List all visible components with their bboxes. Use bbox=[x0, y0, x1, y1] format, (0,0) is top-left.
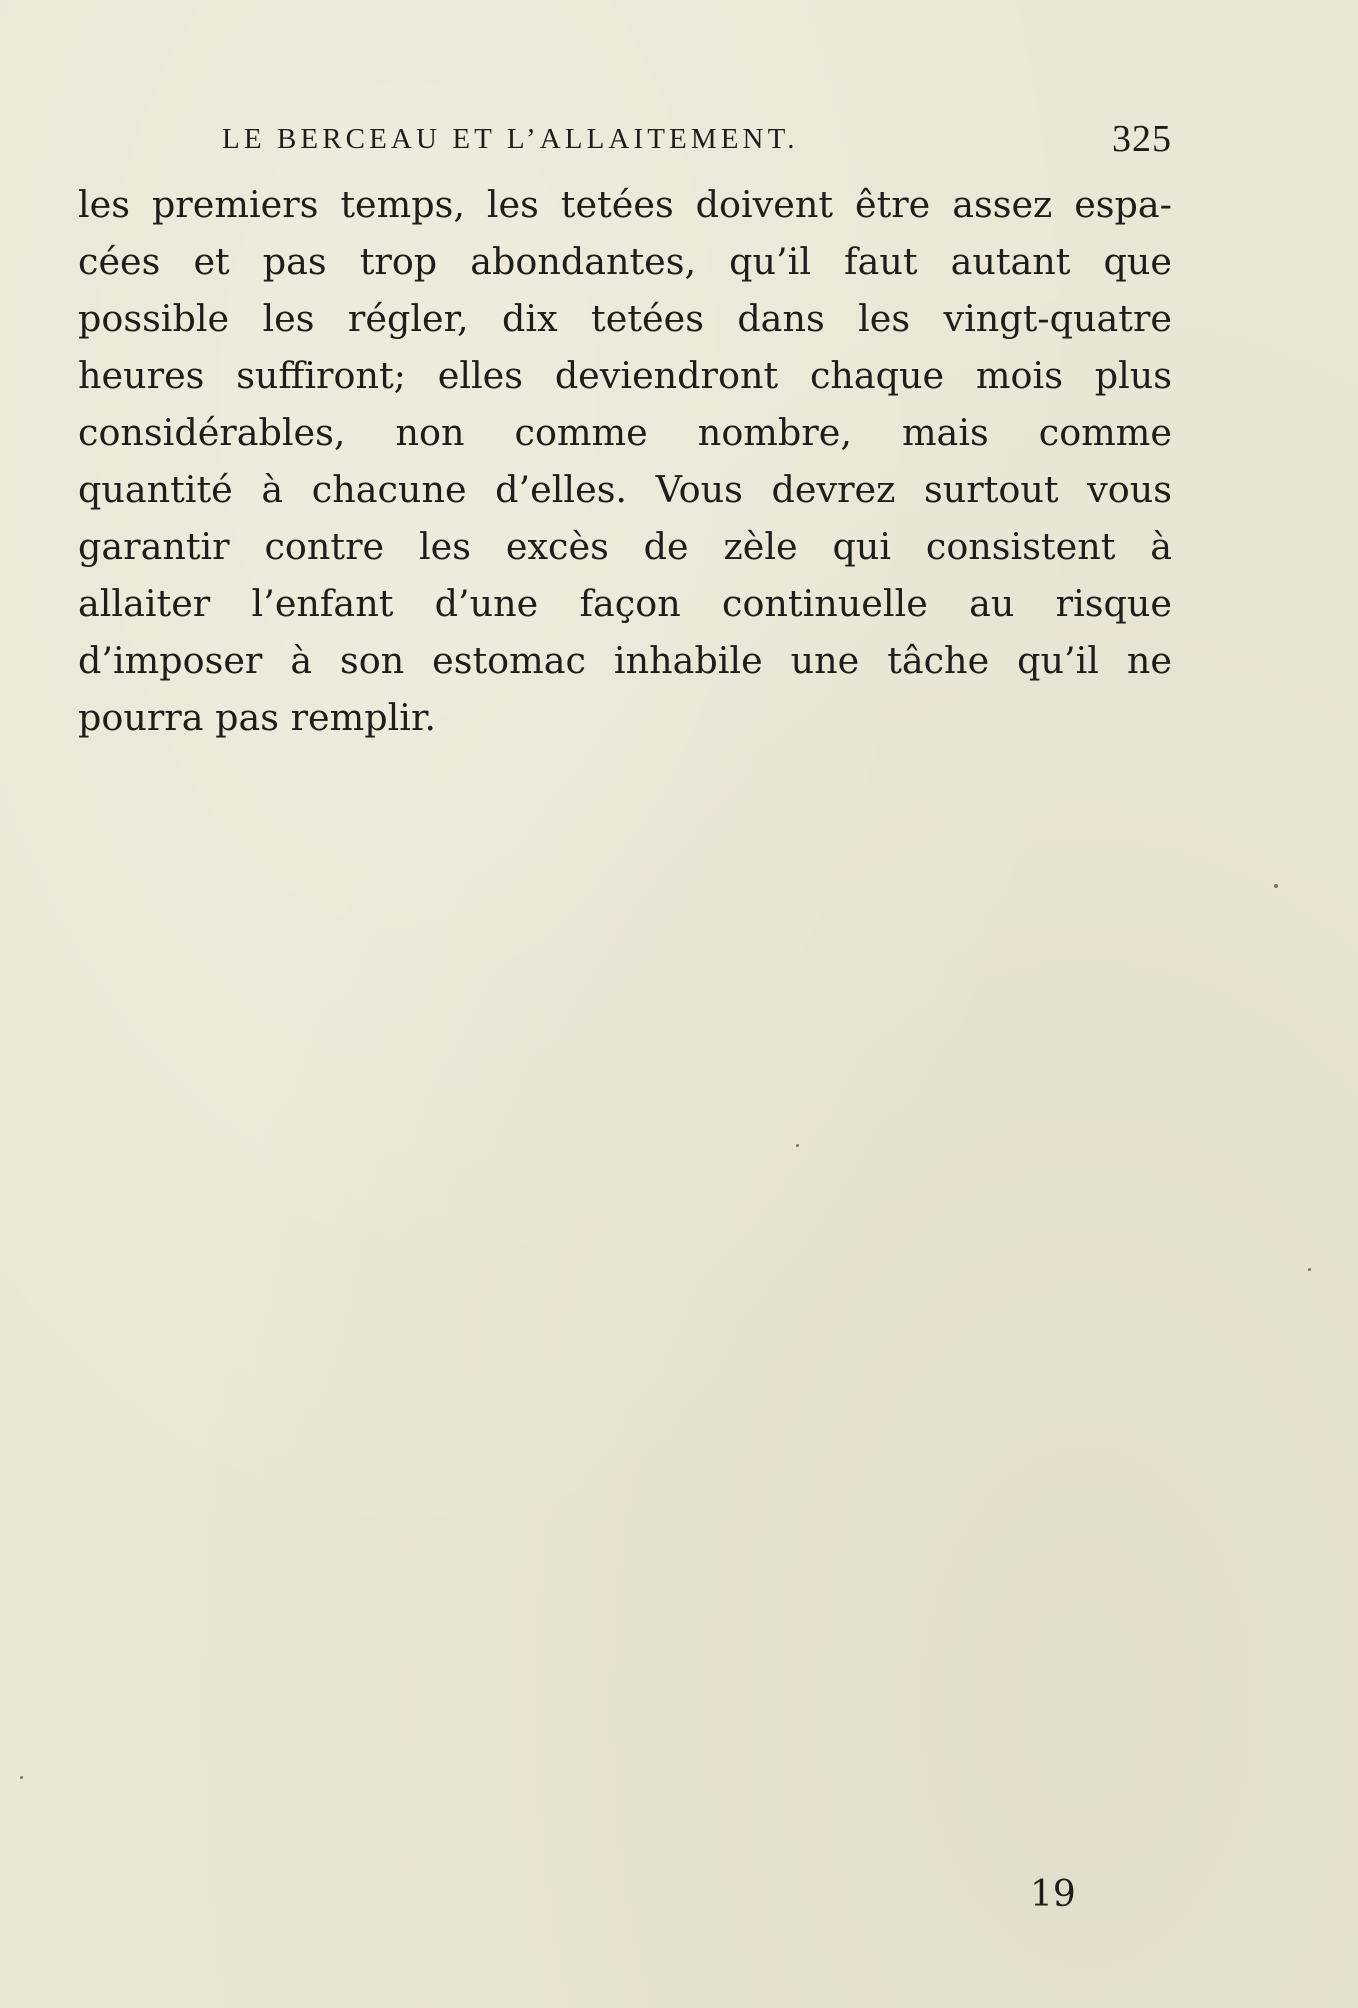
text-line: garantir contre les excès de zèle qui consistent à bbox=[78, 525, 1172, 568]
text-line: quantité à chacune d’elles. Vous devrez surtout vous bbox=[78, 468, 1172, 511]
page-number: 325 bbox=[1112, 118, 1172, 160]
text-line-last: pourra pas remplir. bbox=[78, 696, 436, 739]
running-title: LE BERCEAU ET L’ALLAITEMENT. bbox=[222, 123, 799, 155]
text-line: d’imposer à son estomac inhabile une tâche qu’il ne bbox=[78, 639, 1172, 682]
text-line: possible les régler, dix tetées dans les vingt-quatre bbox=[78, 297, 1172, 340]
body-paragraph bbox=[78, 176, 1172, 746]
signature-mark: 19 bbox=[1030, 1874, 1076, 1915]
text-line: cées et pas trop abondantes, qu’il faut autant que bbox=[78, 240, 1172, 283]
paper-speck bbox=[20, 1776, 23, 1779]
running-head bbox=[222, 114, 1172, 164]
paper-speck bbox=[1308, 1268, 1311, 1271]
text-line: allaiter l’enfant d’une façon continuelle au risque bbox=[78, 582, 1172, 625]
paper-speck bbox=[1274, 884, 1278, 888]
text-line: les premiers temps, les tetées doivent être assez espa- bbox=[78, 183, 1172, 226]
text-line: considérables, non comme nombre, mais comme bbox=[78, 411, 1172, 454]
text-line: heures suffiront; elles deviendront chaque mois plus bbox=[78, 354, 1172, 397]
paper-speck bbox=[796, 1144, 799, 1147]
